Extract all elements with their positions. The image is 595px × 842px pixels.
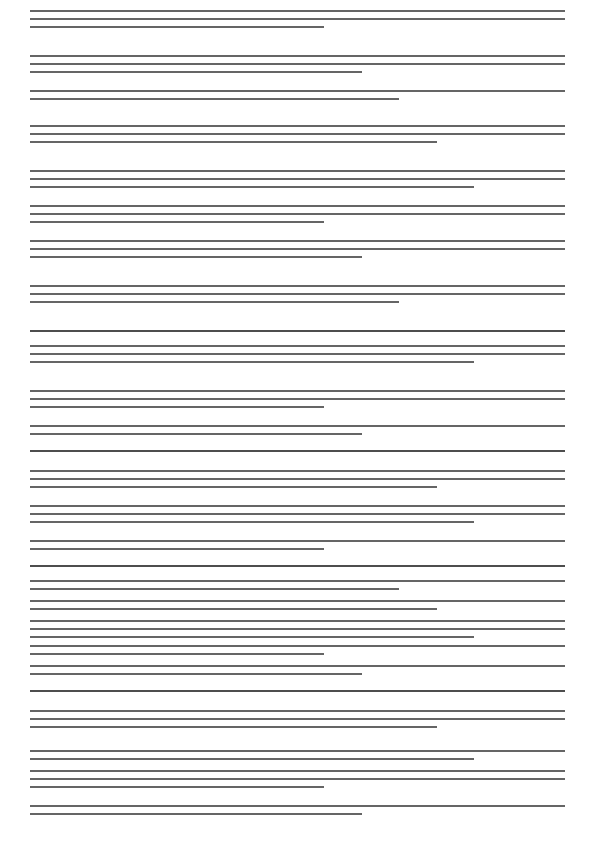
bullet-paragraph-19	[30, 600, 565, 616]
bullet-paragraph-11	[30, 390, 565, 414]
text-line-placeholder	[30, 540, 565, 542]
body-paragraph-5	[30, 170, 565, 194]
text-line-placeholder	[30, 805, 565, 807]
text-line-placeholder	[30, 645, 565, 647]
section-heading-2	[30, 450, 565, 458]
text-line-placeholder	[30, 813, 362, 815]
text-line-placeholder	[30, 330, 565, 332]
section-heading-3	[30, 565, 565, 573]
text-line-placeholder	[30, 580, 565, 582]
text-line-placeholder	[30, 10, 565, 12]
text-line-placeholder	[30, 186, 474, 188]
text-line-placeholder	[30, 205, 565, 207]
bullet-paragraph-20	[30, 620, 565, 644]
text-line-placeholder	[30, 750, 565, 752]
text-line-placeholder	[30, 521, 474, 523]
bullet-paragraph-16	[30, 540, 565, 556]
bullet-paragraph-15	[30, 505, 565, 529]
text-line-placeholder	[30, 55, 565, 57]
bullet-paragraph-14	[30, 470, 565, 494]
text-line-placeholder	[30, 425, 565, 427]
bullet-paragraph-18	[30, 580, 565, 596]
section-heading-4	[30, 690, 565, 698]
text-line-placeholder	[30, 588, 399, 590]
bullet-paragraph-2	[30, 55, 565, 79]
text-line-placeholder	[30, 256, 362, 258]
text-line-placeholder	[30, 636, 474, 638]
text-line-placeholder	[30, 505, 565, 507]
text-line-placeholder	[30, 665, 565, 667]
text-line-placeholder	[30, 786, 324, 788]
bullet-paragraph-3	[30, 90, 565, 106]
text-line-placeholder	[30, 248, 565, 250]
text-line-placeholder	[30, 770, 565, 772]
body-paragraph-25	[30, 750, 565, 766]
text-line-placeholder	[30, 361, 474, 363]
text-line-placeholder	[30, 63, 565, 65]
text-line-placeholder	[30, 653, 324, 655]
text-line-placeholder	[30, 141, 437, 143]
text-line-placeholder	[30, 221, 324, 223]
text-line-placeholder	[30, 548, 324, 550]
text-line-placeholder	[30, 608, 437, 610]
body-paragraph-26	[30, 770, 565, 794]
text-line-placeholder	[30, 390, 565, 392]
text-line-placeholder	[30, 170, 565, 172]
text-line-placeholder	[30, 26, 324, 28]
text-line-placeholder	[30, 301, 399, 303]
bullet-paragraph-1	[30, 10, 565, 34]
text-line-placeholder	[30, 673, 362, 675]
text-line-placeholder	[30, 353, 565, 355]
text-line-placeholder	[30, 285, 565, 287]
text-line-placeholder	[30, 240, 565, 242]
text-line-placeholder	[30, 718, 565, 720]
text-line-placeholder	[30, 213, 565, 215]
text-line-placeholder	[30, 758, 474, 760]
body-paragraph-24	[30, 710, 565, 734]
text-line-placeholder	[30, 406, 324, 408]
text-line-placeholder	[30, 98, 399, 100]
text-line-placeholder	[30, 71, 362, 73]
text-line-placeholder	[30, 778, 565, 780]
body-paragraph-8	[30, 285, 565, 309]
bullet-paragraph-21	[30, 645, 565, 661]
body-paragraph-27	[30, 805, 565, 821]
body-paragraph-6	[30, 205, 565, 229]
text-line-placeholder	[30, 450, 565, 452]
text-line-placeholder	[30, 513, 565, 515]
text-line-placeholder	[30, 125, 565, 127]
text-line-placeholder	[30, 18, 565, 20]
text-line-placeholder	[30, 433, 362, 435]
section-heading-1	[30, 330, 565, 338]
text-line-placeholder	[30, 345, 565, 347]
text-line-placeholder	[30, 600, 565, 602]
bullet-paragraph-10	[30, 345, 565, 369]
body-paragraph-22	[30, 665, 565, 681]
text-line-placeholder	[30, 710, 565, 712]
text-line-placeholder	[30, 628, 565, 630]
text-line-placeholder	[30, 398, 565, 400]
text-line-placeholder	[30, 293, 565, 295]
text-line-placeholder	[30, 690, 565, 692]
text-line-placeholder	[30, 620, 565, 622]
text-line-placeholder	[30, 470, 565, 472]
body-paragraph-4	[30, 125, 565, 149]
text-line-placeholder	[30, 178, 565, 180]
text-line-placeholder	[30, 478, 565, 480]
text-line-placeholder	[30, 726, 437, 728]
body-paragraph-7	[30, 240, 565, 264]
bullet-paragraph-12	[30, 425, 565, 441]
text-line-placeholder	[30, 133, 565, 135]
text-line-placeholder	[30, 565, 565, 567]
text-line-placeholder	[30, 486, 437, 488]
text-line-placeholder	[30, 90, 565, 92]
